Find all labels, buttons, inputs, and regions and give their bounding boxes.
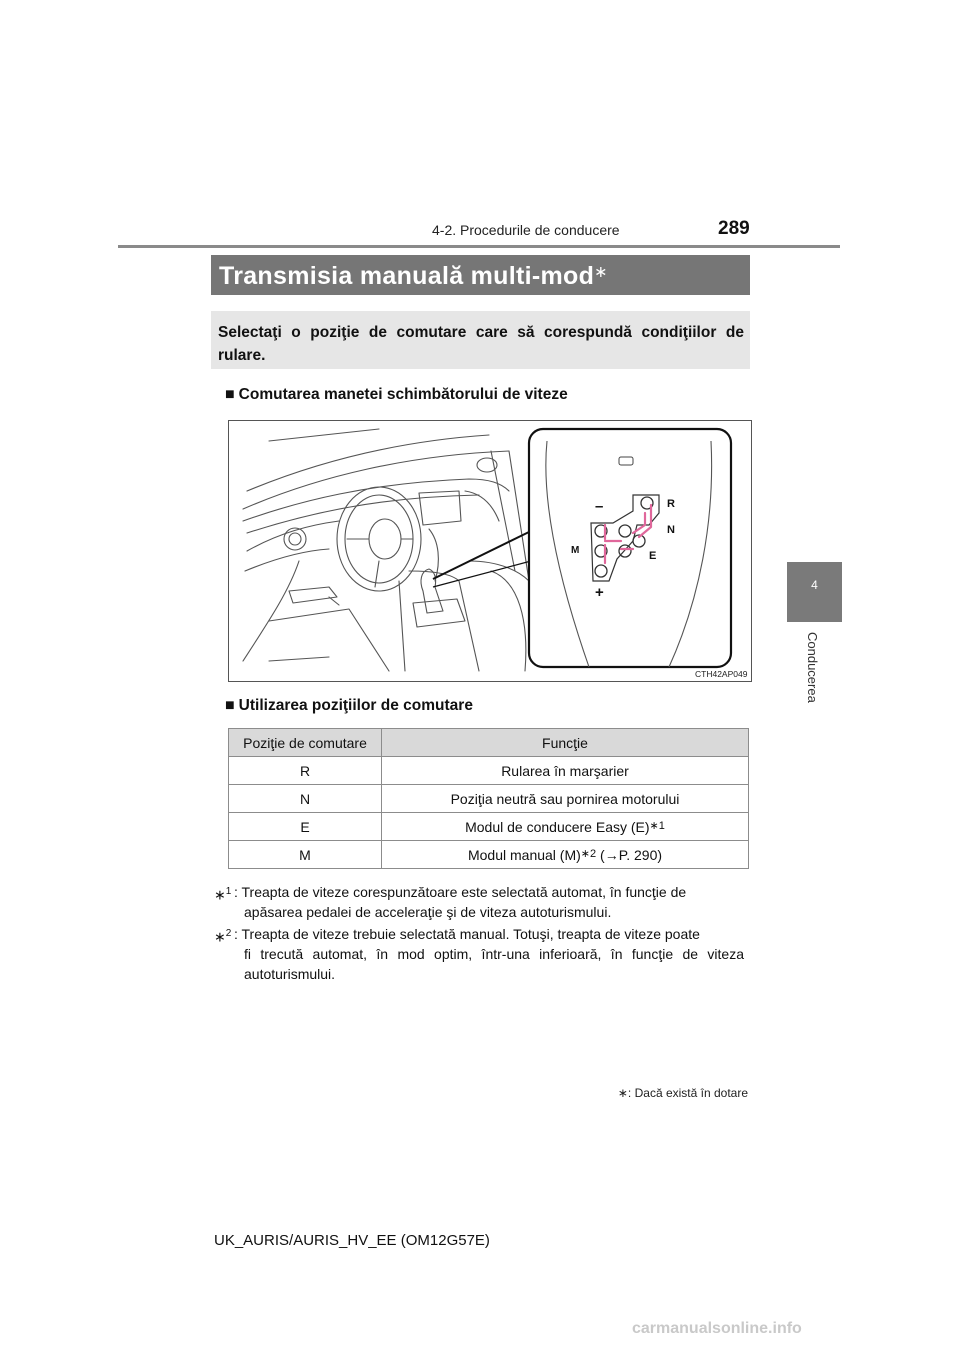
- table-row: [229, 841, 749, 869]
- footnote-number: 1: [225, 886, 232, 897]
- page-reference: (→P. 290): [596, 846, 663, 863]
- table-header-row: [229, 729, 749, 757]
- footnote-number: 2: [225, 928, 232, 939]
- table-row: [229, 785, 749, 813]
- footnote-2: [214, 924, 744, 984]
- page-number: 289: [718, 218, 750, 239]
- header-rule: [118, 245, 840, 248]
- table-cell-position: M: [229, 841, 382, 869]
- watermark: carmanualsonline.info: [632, 1320, 802, 1337]
- table-cell-position: R: [229, 757, 382, 785]
- gate-r-label: R: [667, 498, 675, 510]
- footnote-1: [214, 882, 744, 922]
- footnote-line: apăsarea pedalei de acceleraţie şi de viteza autoturismului.: [244, 904, 612, 920]
- gate-minus-label: –: [595, 498, 604, 515]
- chapter-number: 4: [811, 578, 818, 592]
- section-label: 4-2. Procedurile de conducere: [432, 222, 620, 238]
- footnote-text: [234, 882, 744, 922]
- shift-positions-table: [228, 728, 749, 869]
- table-header-function: Funcţie: [382, 729, 749, 757]
- table-cell-function: [382, 757, 749, 785]
- footnote-marker: [214, 882, 231, 905]
- chapter-title-text: Conducerea: [805, 632, 820, 703]
- gate-e-label: E: [649, 550, 657, 562]
- footnote-ref: ∗1: [649, 819, 665, 832]
- gate-m-label: M: [571, 545, 580, 556]
- table-header-position: Poziţie de comutare: [229, 729, 382, 757]
- shift-lever-illustration: [228, 420, 752, 682]
- function-text: Modul manual (M): [467, 846, 581, 863]
- title-asterisk: ∗: [594, 264, 608, 281]
- table-cell-position: N: [229, 785, 382, 813]
- footnote-asterisk: ∗: [214, 928, 226, 945]
- footnote-text: [234, 924, 744, 984]
- page-title: [219, 262, 608, 291]
- car-interior-drawing: [229, 421, 751, 681]
- gate-plus-label: +: [595, 584, 604, 601]
- table-cell-function: [382, 785, 749, 813]
- bullet-square-icon: ■: [225, 697, 235, 714]
- footnote-asterisk: ∗: [214, 886, 226, 903]
- intro-text: Selectaţi o poziţie de comutare care să corespundă condiţiilor de rulare.: [218, 324, 744, 364]
- section-heading-text: Comutarea manetei schimbătorului de viteze: [238, 386, 568, 403]
- table-cell-function: [382, 841, 749, 869]
- equipment-note: ∗: Dacă există în dotare: [617, 1086, 748, 1100]
- chapter-tab: [787, 562, 842, 622]
- page-title-text: Transmisia manuală multi-mod: [219, 262, 595, 290]
- function-text: Modul de conducere Easy (E): [465, 818, 650, 835]
- section-heading-text: Utilizarea poziţiilor de comutare: [238, 697, 473, 714]
- function-text: Poziţia neutră sau pornirea motorului: [450, 790, 680, 807]
- table-row: [229, 813, 749, 841]
- section-heading-shift-positions: [225, 697, 473, 715]
- bullet-square-icon: ■: [225, 386, 235, 403]
- footnote-line: : Treapta de viteze trebuie selectată manual. Totuşi, treapta de viteze poate: [234, 926, 700, 942]
- section-heading-shift-lever: [225, 386, 568, 404]
- chapter-title: [804, 632, 826, 712]
- footnote-ref: ∗2: [580, 847, 597, 860]
- function-text: Rularea în marşarier: [501, 762, 629, 779]
- footnote-line: fi trecută automat, în mod optim, într-una inferioară, în funcţie de viteza autoturismului.: [244, 946, 744, 982]
- figure-code: CTH42AP049: [695, 669, 748, 679]
- table-cell-function: [382, 813, 749, 841]
- table-row: [229, 757, 749, 785]
- gate-n-label: N: [667, 524, 675, 536]
- table-cell-position: E: [229, 813, 382, 841]
- document-code: UK_AURIS/AURIS_HV_EE (OM12G57E): [214, 1232, 490, 1249]
- footnote-line: : Treapta de viteze corespunzătoare este selectată automat, în funcţie de: [234, 884, 687, 900]
- footnote-marker: [214, 924, 231, 947]
